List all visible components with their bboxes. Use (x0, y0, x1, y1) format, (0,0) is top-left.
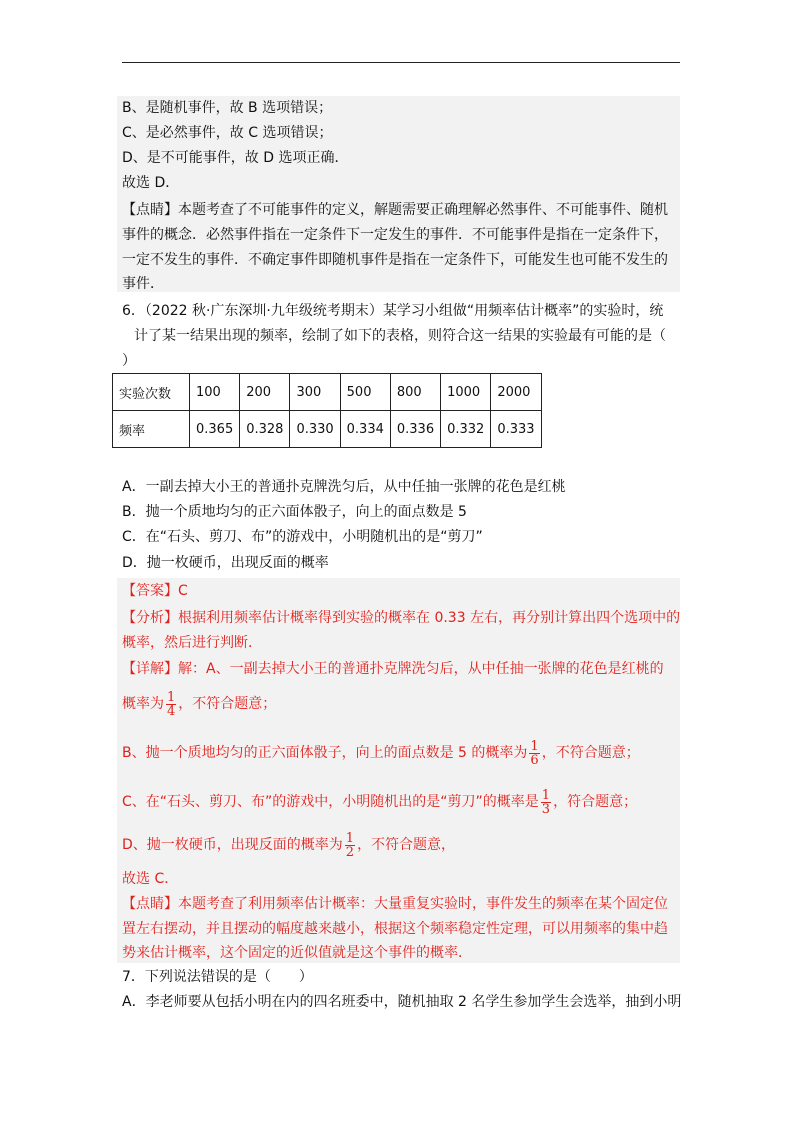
q6-detail-c (122, 784, 680, 820)
detail-text: ，不符合题意； (178, 696, 277, 712)
q6-option-b: B．抛一个质地均匀的正六面体骰子，向上的面点数是 5 (122, 504, 467, 520)
denominator: 3 (541, 801, 551, 817)
denominator: 6 (530, 752, 539, 768)
q6-stem-2: 计了某一结果出现的频率，绘制了如下的表格，则符合这一结果的实验最有可能的是（ (134, 328, 666, 344)
fraction-one-quarter (166, 691, 176, 718)
table-cell: 0.334 (340, 411, 390, 448)
detail-text: ，符合题意； (553, 794, 638, 810)
table-cell: 800 (390, 374, 440, 411)
detail-text: ，不符合题意； (541, 745, 640, 761)
detail-text: C、在“石头、剪刀、布”的游戏中，小明随机出的是“剪刀”的概率是 (122, 794, 539, 810)
fraction-one-sixth (529, 740, 539, 767)
denominator: 2 (345, 844, 355, 860)
q6-stem-1: 6．（2022 秋·广东深圳·九年级统考期末）某学习小组做“用频率估计概率”的实验时，统 (122, 303, 664, 319)
prev-line-c: C、是必然事件，故 C 选项错误； (122, 125, 333, 141)
q7-stem: 7．下列说法错误的是（ ） (122, 969, 313, 985)
fraction-one-third (541, 789, 551, 816)
q6-detail-b (122, 735, 680, 771)
numerator: 1 (167, 689, 176, 705)
table-cell: 2000 (491, 374, 541, 411)
q6-comment-2: 置左右摆动，并且摆动的幅度越来越小，根据这个频率稳定性定理，可以用频率的集中趋 (122, 921, 668, 937)
header-rule (122, 62, 680, 63)
numerator: 1 (530, 738, 539, 754)
prev-line-d: D、是不可能事件，故 D 选项正确． (122, 150, 349, 166)
table-cell: 频率 (113, 411, 190, 448)
prev-comment-4: 事件． (122, 276, 164, 292)
detail-text: D、抛一枚硬币，出现反面的概率为 (122, 837, 343, 853)
table-cell: 300 (290, 374, 340, 411)
q6-option-a: A．一副去掉大小王的普通扑克牌洗匀后，从中任抽一张牌的花色是红桃 (122, 479, 566, 495)
prev-comment-1: 【点睛】本题考查了不可能事件的定义，解题需要正确理解必然事件、不可能事件、随机 (122, 202, 668, 218)
table-row (113, 411, 542, 448)
q7-option-a: A．李老师要从包括小明在内的四名班委中，随机抽取 2 名学生参加学生会选举，抽到小明 (122, 994, 682, 1010)
fraction-one-half (345, 832, 355, 859)
detail-text: B、抛一个质地均匀的正六面体骰子，向上的面点数是 5 的概率为 (122, 745, 528, 761)
q6-analysis-1: 【分析】根据利用频率估计概率得到实验的概率在 0.33 左右，再分别计算出四个选项中的 (122, 610, 681, 626)
q6-option-c: C．在“石头、剪刀、布”的游戏中，小明随机出的是“剪刀” (122, 529, 483, 545)
numerator: 1 (541, 787, 551, 803)
table-cell: 0.330 (290, 411, 340, 448)
table-cell: 100 (190, 374, 240, 411)
prev-line-b: B、是随机事件，故 B 选项错误； (122, 100, 333, 116)
prev-comment-2: 事件的概念．必然事件指在一定条件下一定发生的事件．不可能事件是指在一定条件下， (122, 227, 668, 243)
table-row (113, 374, 542, 411)
detail-text: ，不符合题意， (357, 837, 456, 853)
table-cell: 0.336 (390, 411, 440, 448)
numerator: 1 (345, 830, 355, 846)
q6-detail-a-2 (122, 686, 680, 722)
table-cell: 0.365 (190, 411, 240, 448)
table-cell: 实验次数 (113, 374, 190, 411)
denominator: 4 (167, 703, 176, 719)
q6-option-d: D．抛一枚硬币，出现反面的概率 (122, 555, 329, 571)
table-cell: 0.328 (240, 411, 290, 448)
q6-comment-3: 势来估计概率，这个固定的近似值就是这个事件的概率． (122, 945, 472, 961)
table-cell: 0.332 (441, 411, 491, 448)
q6-detail-a-1: 【详解】解：A、一副去掉大小王的普通扑克牌洗匀后，从中任抽一张牌的花色是红桃的 (122, 661, 664, 677)
q6-conclusion: 故选 C． (122, 871, 179, 887)
table-cell: 0.333 (491, 411, 541, 448)
table-cell: 200 (240, 374, 290, 411)
frequency-table (112, 373, 542, 448)
table-cell: 1000 (441, 374, 491, 411)
q6-stem-3: ） (122, 353, 136, 369)
detail-text: 概率为 (122, 696, 164, 712)
prev-conclusion: 故选 D． (122, 175, 180, 191)
q6-analysis-2: 概率，然后进行判断． (122, 635, 262, 651)
q6-answer: 【答案】C (122, 583, 188, 599)
q6-comment-1: 【点睛】本题考查了利用频率估计概率：大量重复实验时，事件发生的频率在某个固定位 (122, 896, 668, 912)
prev-comment-3: 一定不发生的事件．不确定事件即随机事件是指在一定条件下，可能发生也可能不发生的 (122, 252, 668, 268)
table-cell: 500 (340, 374, 390, 411)
q6-detail-d (122, 827, 680, 863)
